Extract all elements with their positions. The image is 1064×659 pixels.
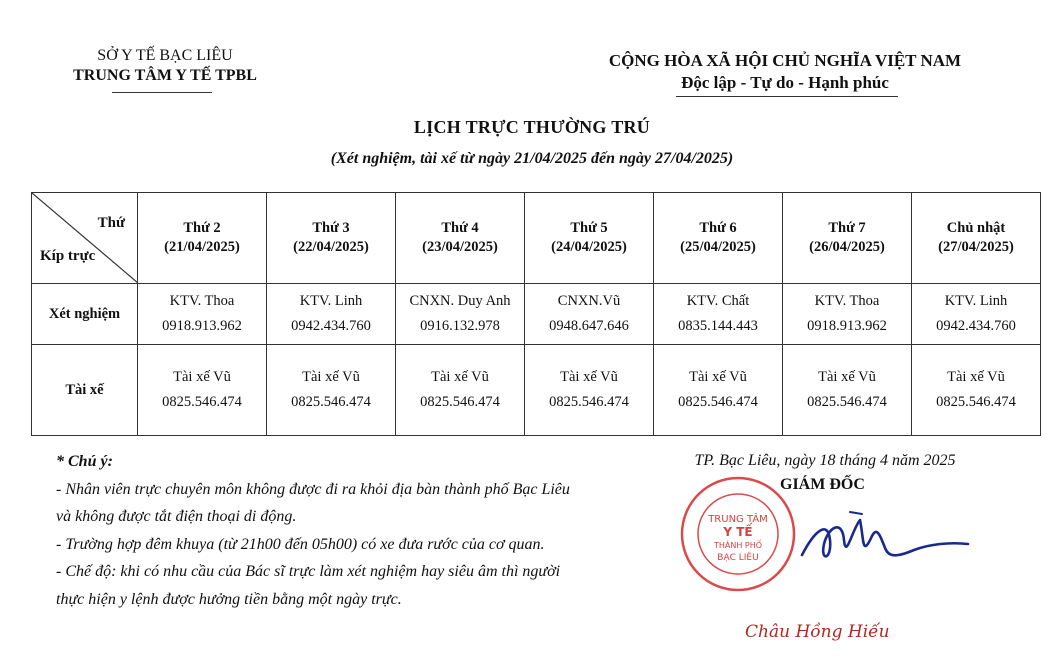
staff-name: Tài xế Vũ	[173, 369, 231, 385]
note-line: thực hiện y lệnh được hưởng tiền bằng một ngày trực.	[56, 590, 402, 608]
schedule-cell	[912, 284, 1041, 345]
note-line: - Chế độ: khi có nhu cầu của Bác sĩ trực làm xét nghiệm hay siêu âm thì người	[56, 563, 561, 580]
document-subtitle: (Xét nghiệm, tài xế từ ngày 21/04/2025 đến ngày 27/04/2025)	[330, 150, 734, 167]
day-date: (23/04/2025)	[422, 239, 498, 255]
schedule-cell	[783, 345, 912, 436]
schedule-table	[31, 192, 1041, 436]
schedule-cell	[654, 284, 783, 345]
day-header	[525, 193, 654, 284]
signer-name: Châu Hồng Hiếu	[745, 622, 890, 642]
staff-name: CNXN. Duy Anh	[409, 293, 511, 309]
schedule-cell	[525, 345, 654, 436]
staff-name: CNXN.Vũ	[557, 293, 621, 309]
notes-block	[56, 448, 676, 613]
day-header	[267, 193, 396, 284]
agency-name: TRUNG TÂM Y TẾ TPBL	[73, 67, 257, 84]
staff-name: Tài xế Vũ	[431, 369, 489, 385]
svg-text:BẠC LIÊU: BẠC LIÊU	[717, 553, 759, 563]
signature-role: GIÁM ĐỐC	[780, 476, 865, 493]
svg-text:THÀNH PHỐ: THÀNH PHỐ	[713, 541, 763, 550]
svg-text:TRUNG TÂM: TRUNG TÂM	[708, 514, 768, 525]
corner-cell	[32, 193, 138, 284]
schedule-cell	[525, 284, 654, 345]
national-header	[560, 50, 1010, 94]
day-date: (24/04/2025)	[551, 239, 627, 255]
day-name: Thứ 3	[312, 220, 350, 236]
staff-phone: 0942.434.760	[291, 318, 371, 334]
staff-name: KTV. Linh	[299, 293, 363, 309]
day-date: (27/04/2025)	[938, 239, 1014, 255]
day-name: Thứ 7	[828, 220, 866, 236]
schedule-cell	[396, 345, 525, 436]
schedule-cell	[267, 345, 396, 436]
schedule-cell	[138, 345, 267, 436]
day-header	[912, 193, 1041, 284]
day-header	[138, 193, 267, 284]
table-header-row	[32, 193, 1041, 284]
agency-underline	[112, 92, 212, 93]
day-header	[396, 193, 525, 284]
staff-phone: 0825.546.474	[291, 394, 371, 410]
day-header	[654, 193, 783, 284]
schedule-cell	[138, 284, 267, 345]
staff-phone: 0825.546.474	[678, 394, 758, 410]
document-title: LỊCH TRỰC THƯỜNG TRÚ	[413, 117, 651, 137]
schedule-cell	[654, 345, 783, 436]
staff-name: KTV. Thoa	[169, 293, 235, 309]
corner-label-day: Thứ	[97, 215, 125, 231]
day-name: Thứ 2	[183, 220, 221, 236]
official-stamp	[678, 472, 798, 596]
handwritten-signature	[790, 500, 980, 580]
svg-text:Y TẾ: Y TẾ	[723, 525, 753, 539]
staff-phone: 0948.647.646	[549, 318, 629, 334]
day-name: Thứ 5	[570, 220, 608, 236]
staff-phone: 0918.913.962	[162, 318, 242, 334]
day-date: (25/04/2025)	[680, 239, 756, 255]
staff-phone: 0942.434.760	[936, 318, 1016, 334]
table-row-lab	[32, 284, 1041, 345]
note-line: - Nhân viên trực chuyên môn không được đi ra khỏi địa bàn thành phố Bạc Liêu	[56, 480, 570, 498]
staff-name: Tài xế Vũ	[818, 369, 876, 385]
row-label: Tài xế	[32, 345, 138, 436]
staff-phone: 0835.144.443	[678, 318, 758, 334]
day-name: Thứ 4	[441, 220, 479, 236]
day-name: Thứ 6	[699, 220, 737, 236]
corner-label-shift: Kíp trực	[40, 248, 96, 264]
day-date: (26/04/2025)	[809, 239, 885, 255]
day-date: (22/04/2025)	[293, 239, 369, 255]
staff-name: KTV. Thoa	[814, 293, 880, 309]
staff-name: KTV. Linh	[944, 293, 1008, 309]
schedule-cell	[396, 284, 525, 345]
motto-underline	[676, 96, 898, 97]
national-title: CỘNG HÒA XÃ HỘI CHỦ NGHĨA VIỆT NAM	[608, 51, 962, 70]
day-date: (21/04/2025)	[164, 239, 240, 255]
staff-name: KTV. Chất	[686, 293, 750, 309]
corner-diagonal	[32, 193, 138, 283]
agency-header	[40, 46, 290, 86]
table-row-driver	[32, 345, 1041, 436]
staff-name: Tài xế Vũ	[560, 369, 618, 385]
staff-phone: 0825.546.474	[162, 394, 242, 410]
staff-name: Tài xế Vũ	[302, 369, 360, 385]
staff-phone: 0918.913.962	[807, 318, 887, 334]
schedule-cell	[267, 284, 396, 345]
staff-phone: 0825.546.474	[549, 394, 629, 410]
staff-phone: 0825.546.474	[807, 394, 887, 410]
note-line: - Trường hợp đêm khuya (từ 21h00 đến 05h00) có xe đưa rước của cơ quan.	[56, 535, 545, 553]
notes-title: * Chú ý:	[56, 453, 113, 470]
national-motto: Độc lập - Tự do - Hạnh phúc	[681, 73, 889, 92]
day-name: Chủ nhật	[946, 220, 1006, 236]
staff-name: Tài xế Vũ	[689, 369, 747, 385]
day-header	[783, 193, 912, 284]
staff-phone: 0916.132.978	[420, 318, 500, 334]
staff-phone: 0825.546.474	[420, 394, 500, 410]
schedule-cell	[912, 345, 1041, 436]
staff-name: Tài xế Vũ	[947, 369, 1005, 385]
row-label: Xét nghiệm	[32, 284, 138, 345]
signature-date: TP. Bạc Liêu, ngày 18 tháng 4 năm 2025	[694, 452, 956, 469]
note-line: và không được tắt điện thoại di động.	[56, 508, 297, 525]
schedule-cell	[783, 284, 912, 345]
staff-phone: 0825.546.474	[936, 394, 1016, 410]
agency-parent: SỞ Y TẾ BẠC LIÊU	[97, 47, 233, 64]
